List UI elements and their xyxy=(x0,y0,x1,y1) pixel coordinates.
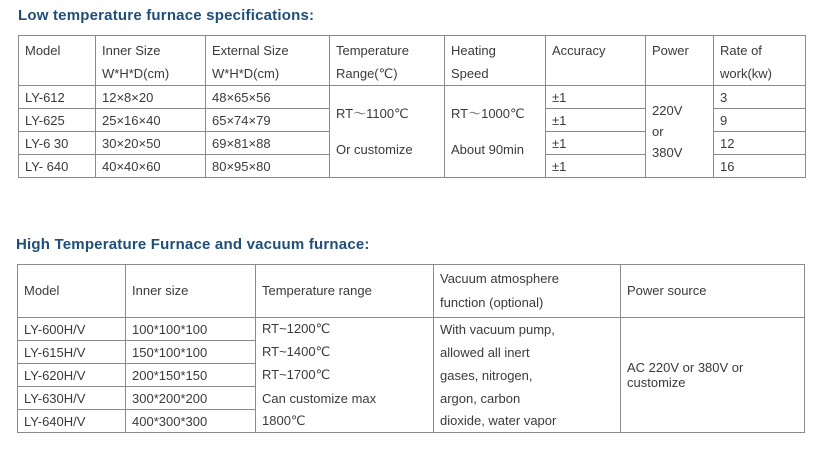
header-temperature-line1: Temperature xyxy=(336,43,409,58)
power-source-line1: AC 220V or 380V or xyxy=(627,360,744,375)
cell-inner-size: 200*150*150 xyxy=(126,364,256,387)
header-heating-speed xyxy=(445,36,546,86)
cell-external-size: 48×65×56 xyxy=(206,86,330,109)
table-header-row xyxy=(19,36,806,86)
cell-vacuum: allowed all inert xyxy=(434,341,621,364)
header-rate-line1: Rate of xyxy=(720,43,762,58)
cell-temperature-range xyxy=(330,86,445,178)
cell-external-size: 80×95×80 xyxy=(206,155,330,178)
cell-inner-size: 12×8×20 xyxy=(96,86,206,109)
power-source-line2: customize xyxy=(627,375,686,390)
temp-range-line2: Or customize xyxy=(336,141,413,157)
header-temperature-range xyxy=(330,36,445,86)
cell-model: LY- 640 xyxy=(19,155,96,178)
low-temp-spec-table xyxy=(18,35,806,178)
cell-temperature: RT~1200℃ xyxy=(256,318,434,341)
cell-model: LY-615H/V xyxy=(18,341,126,364)
header-accuracy xyxy=(546,36,646,86)
cell-temperature: Can customize max xyxy=(256,387,434,410)
header-inner-size-line1: Inner Size xyxy=(102,43,161,58)
cell-accuracy: ±1 xyxy=(546,155,646,178)
cell-inner-size: 40×40×60 xyxy=(96,155,206,178)
header-rate-of-work xyxy=(714,36,806,86)
cell-vacuum: dioxide, water vapor xyxy=(434,410,621,433)
cell-rate: 3 xyxy=(714,86,806,109)
cell-model: LY-640H/V xyxy=(18,410,126,433)
cell-inner-size: 30×20×50 xyxy=(96,132,206,155)
header-vacuum-line1: Vacuum atmosphere xyxy=(440,271,559,286)
header-power xyxy=(646,36,714,86)
cell-heating-speed xyxy=(445,86,546,178)
cell-accuracy: ±1 xyxy=(546,86,646,109)
cell-accuracy: ±1 xyxy=(546,132,646,155)
cell-model: LY-625 xyxy=(19,109,96,132)
header-model: Model xyxy=(18,265,126,318)
header-external-size xyxy=(206,36,330,86)
header-model-text: Model xyxy=(25,43,61,58)
cell-model: LY-612 xyxy=(19,86,96,109)
cell-vacuum: argon, carbon xyxy=(434,387,621,410)
cell-power xyxy=(646,86,714,178)
cell-rate: 12 xyxy=(714,132,806,155)
header-vacuum-line2: function (optional) xyxy=(440,295,544,310)
cell-inner-size: 400*300*300 xyxy=(126,410,256,433)
power-line3: 380V xyxy=(652,145,683,160)
header-model xyxy=(19,36,96,86)
cell-external-size: 69×81×88 xyxy=(206,132,330,155)
cell-rate: 16 xyxy=(714,155,806,178)
cell-model: LY-620H/V xyxy=(18,364,126,387)
cell-accuracy: ±1 xyxy=(546,109,646,132)
cell-model: LY-6 30 xyxy=(19,132,96,155)
header-vacuum-function xyxy=(434,265,621,318)
header-external-size-line2: W*H*D(cm) xyxy=(212,66,280,81)
high-temp-spec-table xyxy=(17,264,805,433)
header-accuracy-text: Accuracy xyxy=(552,43,606,58)
cell-power-source xyxy=(621,318,805,433)
table-header-row xyxy=(18,265,805,318)
cell-rate: 9 xyxy=(714,109,806,132)
heating-speed-line2: About 90min xyxy=(451,141,524,157)
header-heating-line2: Speed xyxy=(451,66,489,81)
cell-inner-size: 150*100*100 xyxy=(126,341,256,364)
cell-external-size: 65×74×79 xyxy=(206,109,330,132)
cell-model: LY-630H/V xyxy=(18,387,126,410)
cell-model: LY-600H/V xyxy=(18,318,126,341)
low-temp-title: Low temperature furnace specifications: xyxy=(18,7,315,24)
power-line1: 220V xyxy=(652,103,683,118)
cell-temperature: RT~1700℃ xyxy=(256,364,434,387)
header-rate-line2: work(kw) xyxy=(720,66,772,81)
cell-vacuum: With vacuum pump, xyxy=(434,318,621,341)
cell-temperature: RT~1400℃ xyxy=(256,341,434,364)
temp-range-line1: RT～1100℃ xyxy=(336,105,409,121)
header-external-size-line1: External Size xyxy=(212,43,289,58)
cell-inner-size: 100*100*100 xyxy=(126,318,256,341)
header-inner-size xyxy=(96,36,206,86)
header-inner-size: Inner size xyxy=(126,265,256,318)
cell-vacuum: gases, nitrogen, xyxy=(434,364,621,387)
table-row xyxy=(18,318,805,341)
table-row xyxy=(19,86,806,109)
header-heating-line1: Heating xyxy=(451,43,496,58)
high-temp-title: High Temperature Furnace and vacuum furnace: xyxy=(16,236,370,253)
cell-inner-size: 25×16×40 xyxy=(96,109,206,132)
power-line2: or xyxy=(652,124,664,139)
header-temperature-range: Temperature range xyxy=(256,265,434,318)
header-temperature-line2: Range(℃) xyxy=(336,66,398,81)
header-inner-size-line2: W*H*D(cm) xyxy=(102,66,170,81)
cell-temperature: 1800℃ xyxy=(256,410,434,433)
header-power-source: Power source xyxy=(621,265,805,318)
header-power-text: Power xyxy=(652,43,689,58)
cell-inner-size: 300*200*200 xyxy=(126,387,256,410)
heating-speed-line1: RT～1000℃ xyxy=(451,105,525,121)
